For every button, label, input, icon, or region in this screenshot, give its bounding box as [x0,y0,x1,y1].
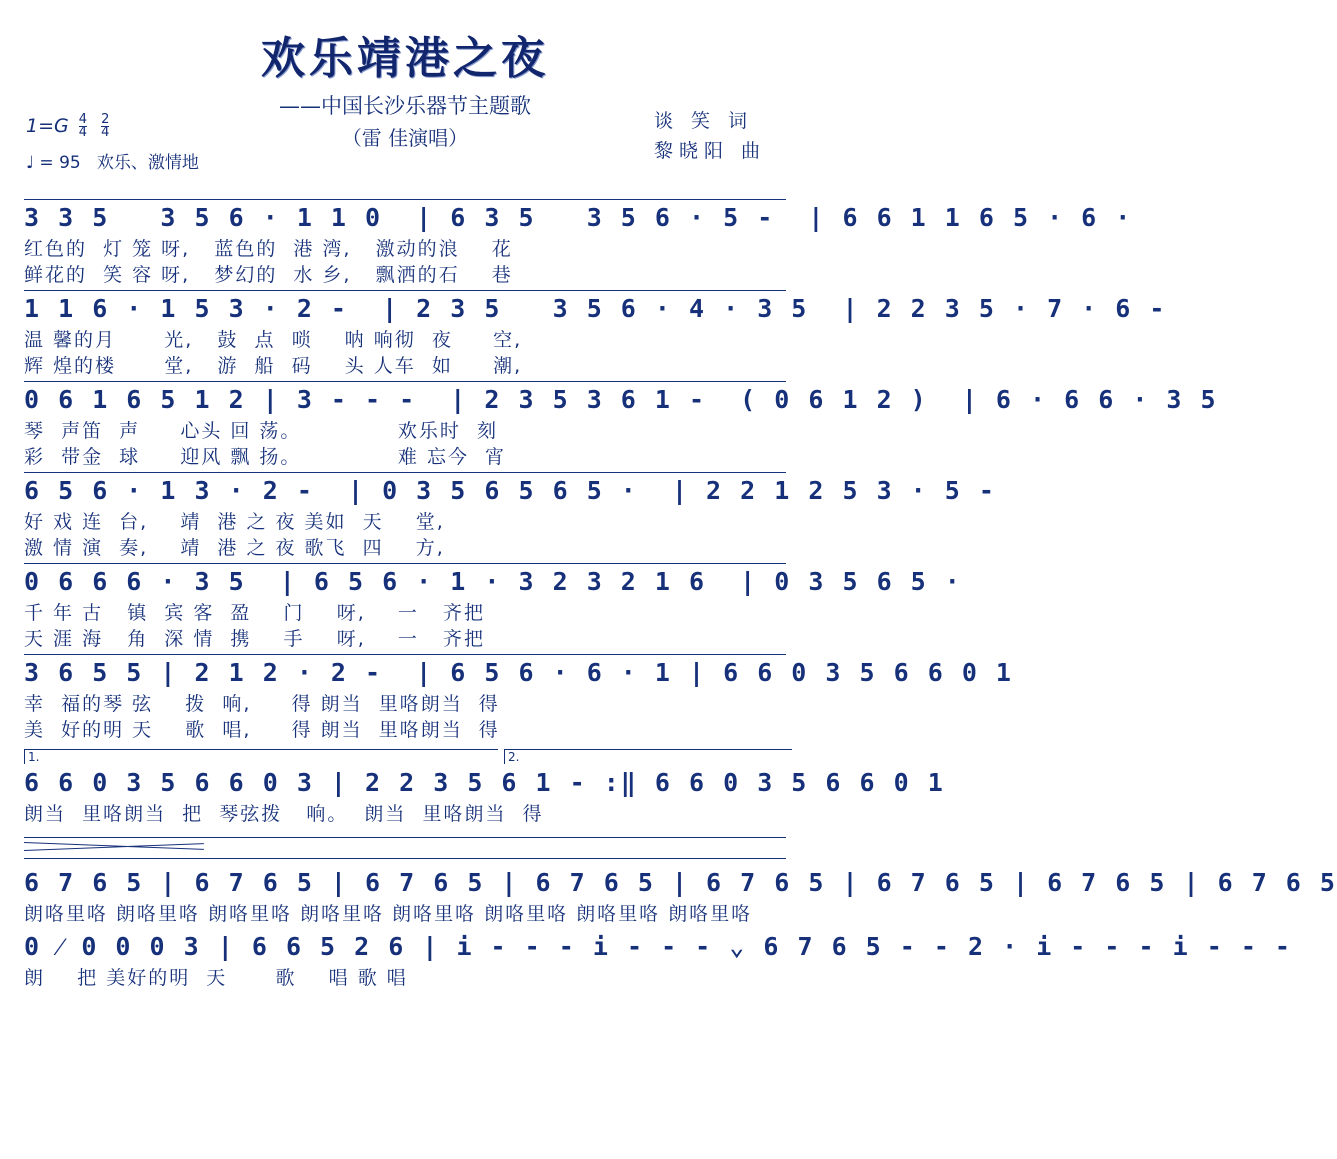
lyric-line-1: 朗咯里咯 朗咯里咯 朗咯里咯 朗咯里咯 朗咯里咯 朗咯里咯 朗咯里咯 朗咯里咯 [24,903,753,925]
lyric-line-1: 琴 声笛 声 心头 回 荡。 欢乐时 刻 [24,420,498,442]
time-signature-primary: $\frac{4}{4}$ [78,112,88,140]
lyric-line-1: 好 戏 连 台, 靖 港 之 夜 美如 天 堂, [24,511,445,533]
system-4 [24,472,996,561]
system-7 [24,765,945,827]
composer-credit: 黎晓阳 曲 [653,140,766,162]
system-2 [24,290,1167,379]
lyric-line-1: 朗 把 美好的明 天 歌 唱 歌 唱 [24,967,408,989]
volta-brackets [24,749,786,765]
lyric-line-2: 辉 煌的楼 堂, 游 船 码 头 人车 如 潮, [24,355,523,377]
volta-2: 2. [504,749,792,764]
page-subtitle: ——中国长沙乐器节主题歌 [279,94,531,118]
page-title: 欢乐靖港之夜 [261,33,549,84]
lyric-line-2: 天 涯 海 角 深 情 携 手 呀, 一 齐把 [24,628,486,650]
key-signature: 1=G [26,115,69,137]
notation-line: 6 6 0 3 5 6 6 0 3 | 2 2 3 5 6 1 - :‖ 6 6 0 3 5 6 6 0 1 [24,768,945,797]
notation-line: 3 6 5 5 | 2 1 2 · 2 - | 6 5 6 · 6 · 1 | 6 6 0 3 5 6 6 0 1 [24,654,786,691]
system-9 [24,929,1292,991]
volta-1: 1. [24,749,498,764]
sheet-music-page [0,22,1337,1159]
system-8 [24,865,1337,927]
lyric-line-1: 幸 福的琴 弦 拨 响, 得 朗当 里咯朗当 得 [24,693,500,715]
lyric-line-1: 千 年 古 镇 宾 客 盈 门 呀, 一 齐把 [24,602,486,624]
system-1 [24,199,1133,288]
tempo-value: ♩ = 95 [26,153,81,173]
system-6 [24,654,1013,743]
expression-marking: 欢乐、激情地 [96,153,199,173]
notation-line: 6 5 6 · 1 3 · 2 - | 0 3 5 6 5 6 5 · | 2 2 1 2 5 3 · 5 - [24,472,786,509]
notation-line: 1 1 6 · 1 5 3 · 2 - | 2 3 5 3 5 6 · 4 · 3 5 | 2 2 3 5 · 7 · 6 - [24,290,786,327]
notation-line: 0 6 1 6 5 1 2 | 3 - - - | 2 3 5 3 6 1 - ( 0 6 1 2 ) | 6 · 6 6 · 3 5 [24,381,786,418]
notation-line: 0 ⁄ 0 0 0 3 | 6 6 5 2 6 | i - - - i - - - ⌄ 6 7 6 5 - - 2 · i - - - i - - - [24,932,1292,961]
lyric-line-1: 温 馨的月 光, 鼓 点 唢 呐 响彻 夜 空, [24,329,523,351]
notation-line: 0 6 6 6 · 3 5 | 6 5 6 · 1 · 3 2 3 2 1 6 | 0 3 5 6 5 · [24,563,786,600]
lyric-line-1: 朗当 里咯朗当 把 琴弦拨 响。 朗当 里咯朗当 得 [24,803,544,825]
performer-label: （雷 佳演唱） [341,126,469,150]
lyric-line-2: 激 情 演 奏, 靖 港 之 夜 歌飞 四 方, [24,537,445,559]
system-5 [24,563,962,652]
notation-line: 3 3 5 3 5 6 · 1 1 0 | 6 3 5 3 5 6 · 5 - | 6 6 1 1 6 5 · 6 · [24,199,786,236]
lyricist-credit: 谈 笑 词 [653,110,754,132]
system-3 [24,381,1218,470]
tempo-marking [26,148,199,173]
score-meta [26,114,199,173]
section-divider-bottom [24,858,786,859]
lyric-line-1: 红色的 灯 笼 呀, 蓝色的 港 湾, 激动的浪 花 [24,238,513,260]
crescendo-wedge [24,840,786,854]
lyric-line-2: 美 好的明 天 歌 唱, 得 朗当 里咯朗当 得 [24,719,500,741]
lyric-line-2: 彩 带金 球 迎风 飘 扬。 难 忘今 宵 [24,446,507,468]
key-signature-line [26,114,199,139]
notation-line: 6 7 6 5 | 6 7 6 5 | 6 7 6 5 | 6 7 6 5 | 6 7 6 5 | 6 7 6 5 | 6 7 6 5 | 6 7 6 5 [24,868,1337,897]
lyric-line-2: 鲜花的 笑 容 呀, 梦幻的 水 乡, 飘洒的石 巷 [24,264,513,286]
time-signature-secondary: $\frac{2}{4}$ [101,112,110,140]
credits [654,106,766,166]
section-divider-top [24,837,786,838]
page-bottom-fade [0,1141,810,1159]
